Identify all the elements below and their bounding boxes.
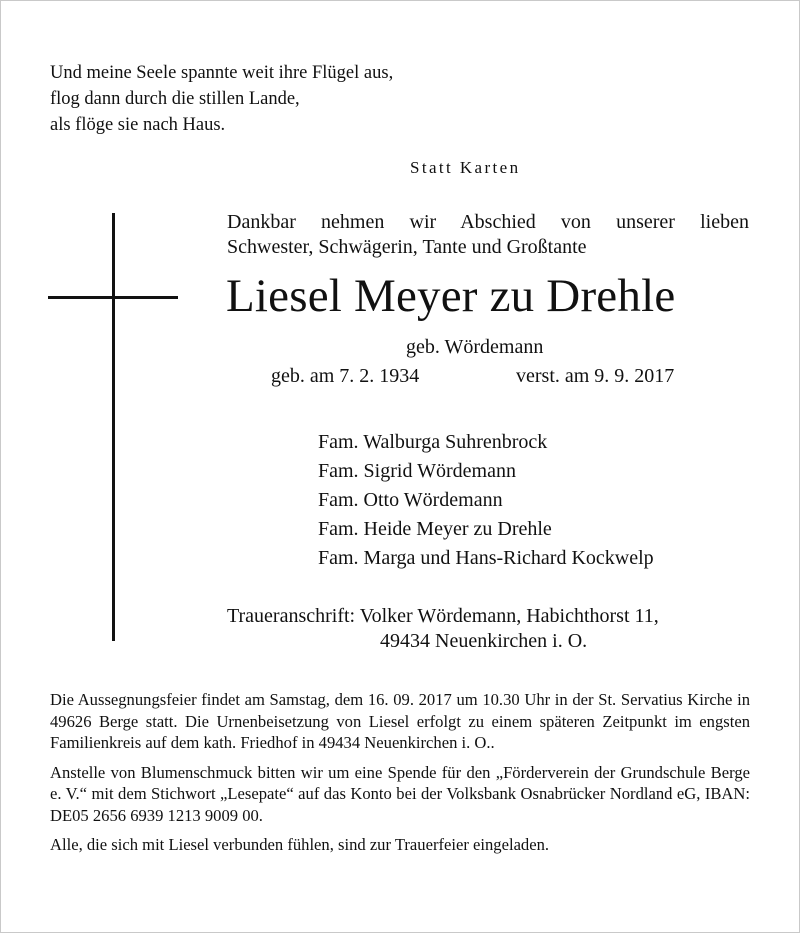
family-list bbox=[318, 428, 654, 573]
intro-line: Dankbar nehmen wir Abschied von unserer lieben bbox=[227, 211, 749, 233]
family-item: Fam. Marga und Hans-Richard Kockwelp bbox=[318, 547, 654, 569]
intro-text bbox=[227, 210, 749, 260]
service-paragraph: Die Aussegnungsfeier findet am Samstag, dem 16. 09. 2017 um 10.30 Uhr in der St. Servatius Kirche in 49626 Berge statt. Die Urnenbeisetzung von Liesel erfolgt zu einem späteren Zeitpunkt im engsten Familienkreis auf dem kath. Friedhof in 49434 Neuenkirchen i. O.. bbox=[50, 690, 750, 752]
birth-date: geb. am 7. 2. 1934 bbox=[271, 365, 420, 387]
statt-karten-label: Statt Karten bbox=[410, 158, 521, 177]
deceased-name: Liesel Meyer zu Drehle bbox=[226, 270, 676, 322]
cross-vertical-bar bbox=[112, 213, 115, 641]
family-item: Fam. Walburga Suhrenbrock bbox=[318, 431, 548, 453]
funeral-details bbox=[50, 689, 750, 856]
poem-line: als flöge sie nach Haus. bbox=[50, 115, 226, 135]
family-item: Fam. Otto Wördemann bbox=[318, 489, 503, 511]
cross-horizontal-bar bbox=[48, 296, 178, 299]
address-line: 49434 Neuenkirchen i. O. bbox=[380, 630, 588, 652]
poem-line: flog dann durch die stillen Lande, bbox=[50, 89, 300, 109]
intro-line: Schwester, Schwägerin, Tante und Großtante bbox=[227, 236, 587, 258]
birth-name: geb. Wördemann bbox=[406, 336, 544, 358]
family-item: Fam. Heide Meyer zu Drehle bbox=[318, 518, 552, 540]
family-item: Fam. Sigrid Wördemann bbox=[318, 460, 516, 482]
death-date: verst. am 9. 9. 2017 bbox=[516, 365, 675, 387]
address-line: Traueranschrift: Volker Wördemann, Habichthorst 11, bbox=[227, 605, 659, 627]
donation-paragraph: Anstelle von Blumenschmuck bitten wir um eine Spende für den „Förderverein der Grundschule Berge e. V.“ mit dem Stichwort „Lesepate“ auf das Konto bei der Volksbank Osnabrücker Nordland eG, IBAN: DE05 2656 6939 1213 9009 00. bbox=[50, 762, 750, 825]
mourning-address bbox=[227, 604, 659, 654]
poem-verse bbox=[50, 60, 393, 138]
poem-line: Und meine Seele spannte weit ihre Flügel aus, bbox=[50, 63, 394, 83]
invitation-paragraph: Alle, die sich mit Liesel verbunden fühlen, sind zur Trauerfeier eingeladen. bbox=[50, 835, 550, 854]
life-dates bbox=[271, 365, 675, 388]
